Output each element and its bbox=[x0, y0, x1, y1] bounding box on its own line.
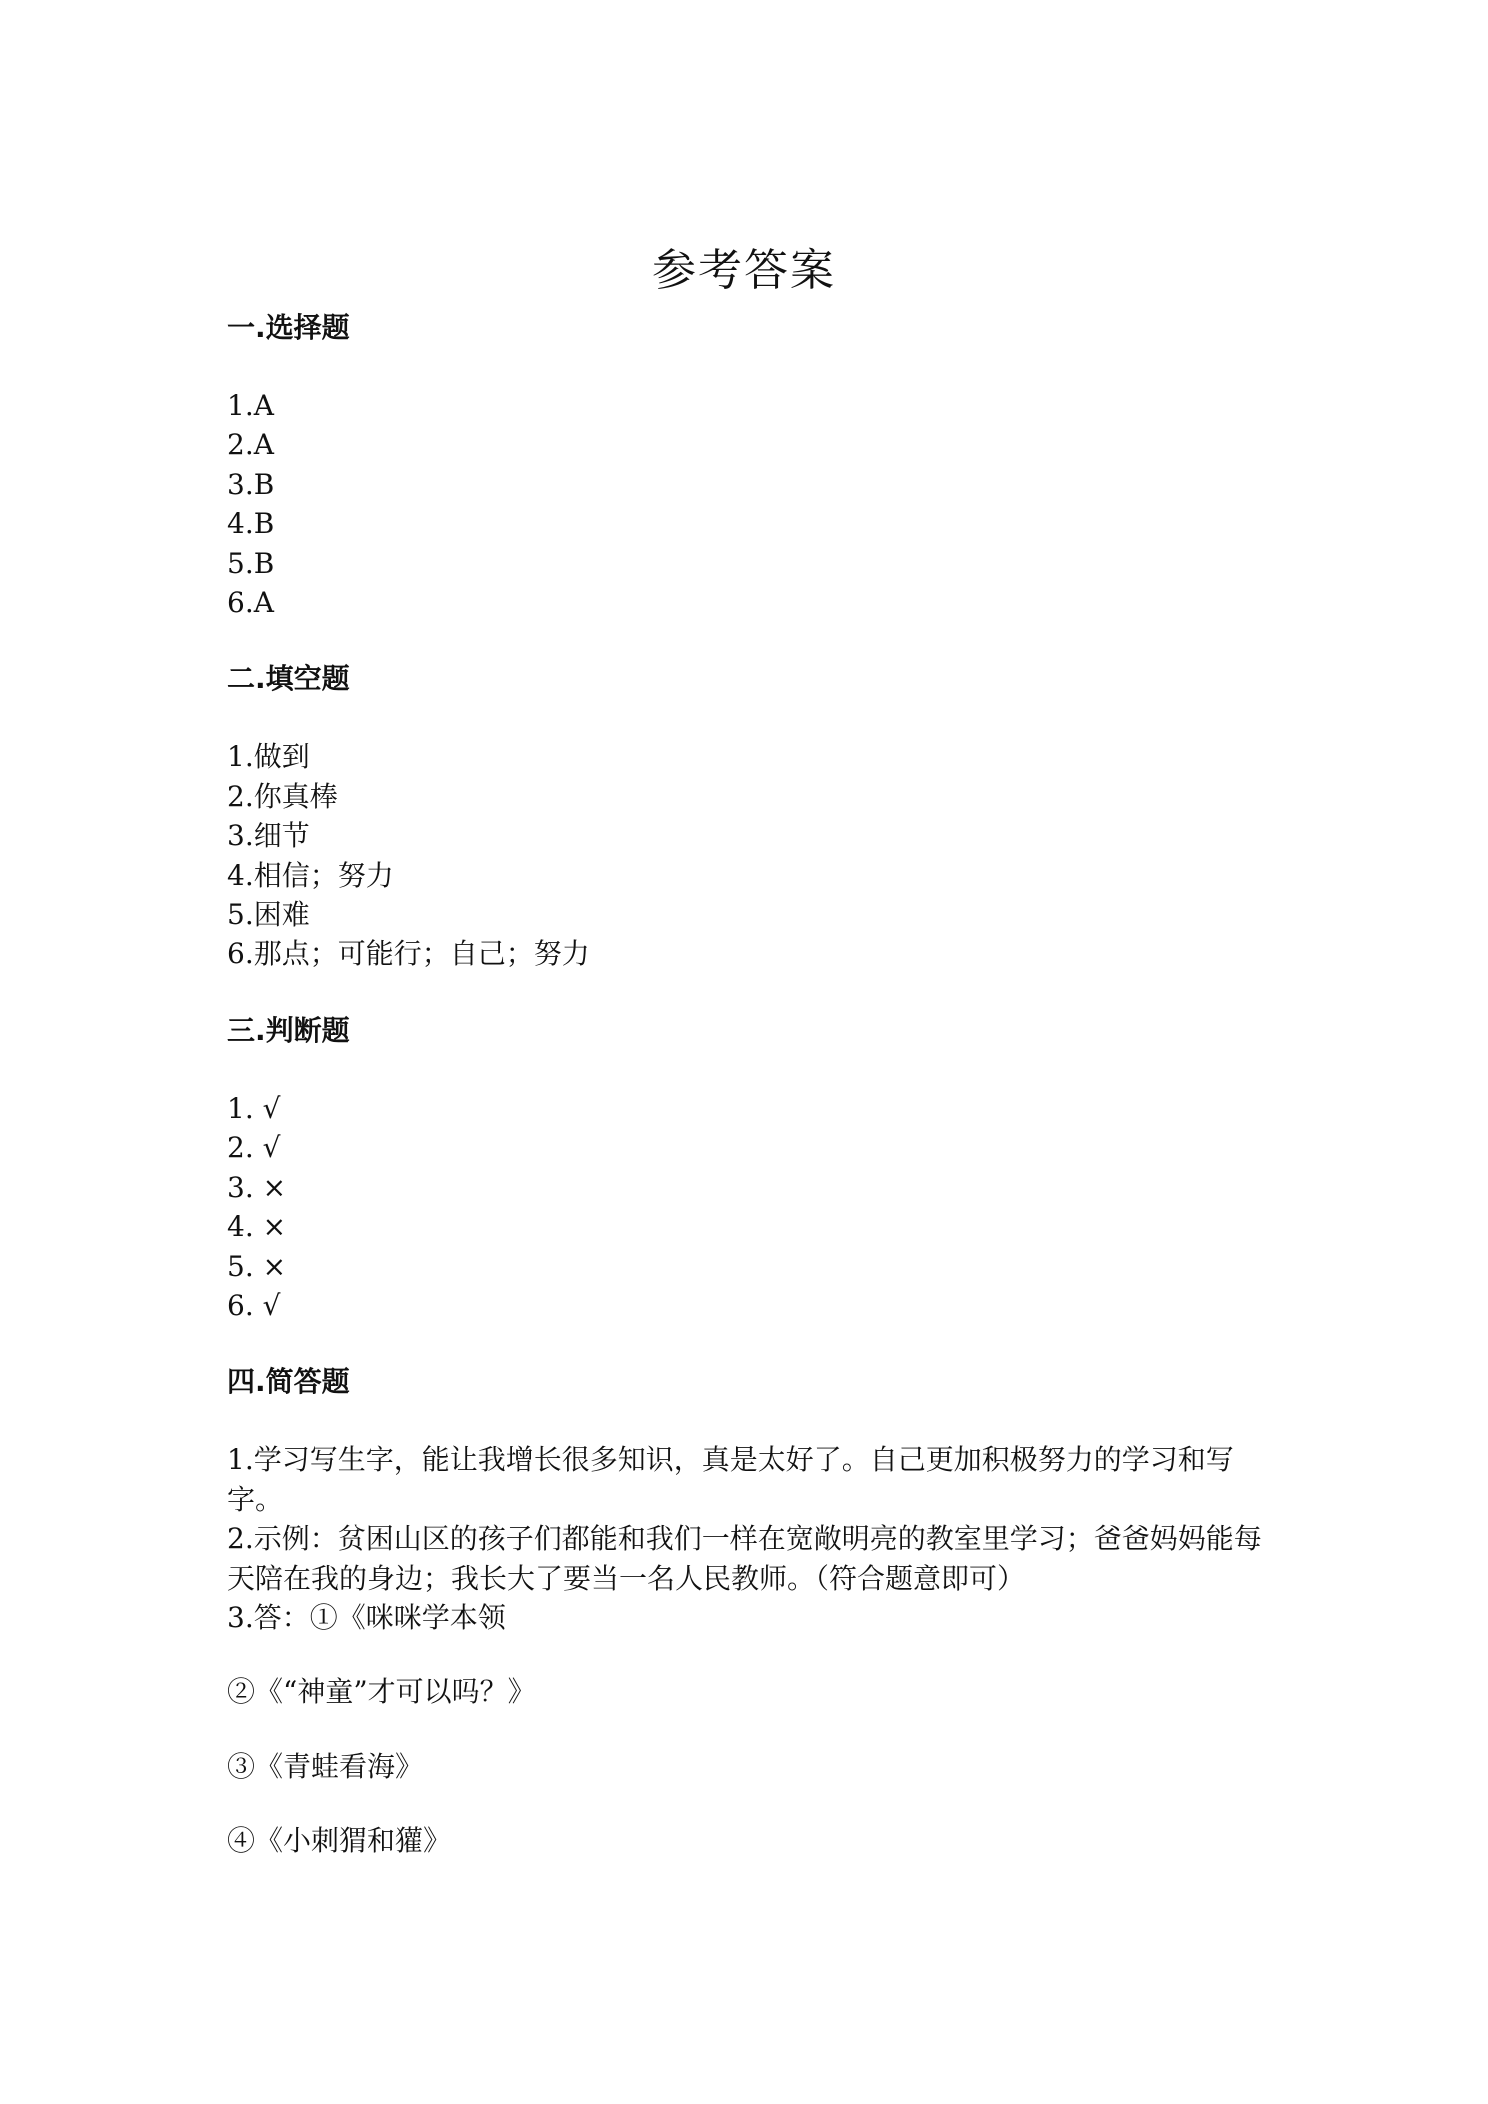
choice-answer-list bbox=[227, 386, 1267, 622]
list-item: 4.相信；努力 bbox=[227, 858, 394, 892]
short-answer-paragraph: ④《小刺猬和獾》 bbox=[227, 1824, 452, 1858]
short-answer-paragraph: ②《“神童”才可以吗？》 bbox=[227, 1675, 536, 1709]
section-true-false bbox=[227, 1007, 1267, 1325]
list-item: 3.B bbox=[227, 467, 275, 501]
list-item: 1. √ bbox=[227, 1091, 281, 1125]
list-item: 5.困难 bbox=[227, 898, 310, 932]
section-choice bbox=[227, 304, 1267, 622]
list-item: 3. × bbox=[227, 1170, 287, 1204]
list-item: 4. × bbox=[227, 1210, 287, 1244]
true-false-answer-list bbox=[227, 1089, 1267, 1325]
section-short-answer bbox=[227, 1358, 1267, 1860]
short-answer-paragraph: 2.示例：贫困山区的孩子们都能和我们一样在宽敞明亮的教室里学习；爸爸妈妈能每天陪在我的身边；我长大了要当一名人民教师。（符合题意即可） bbox=[227, 1522, 1262, 1595]
short-answer-paragraph: ③《青蛙看海》 bbox=[227, 1749, 424, 1783]
list-item: 6. √ bbox=[227, 1288, 281, 1322]
answer-content bbox=[227, 304, 1267, 1861]
list-item: 5. × bbox=[227, 1249, 287, 1283]
list-item: 3.细节 bbox=[227, 819, 310, 853]
list-item: 6.A bbox=[227, 586, 274, 620]
list-item: 2.A bbox=[227, 428, 274, 462]
list-item: 1.做到 bbox=[227, 740, 310, 774]
short-answer-paragraph: 1.学习写生字，能让我增长很多知识，真是太好了。自己更加积极努力的学习和写字。 bbox=[227, 1443, 1234, 1516]
page-title: 参考答案 bbox=[652, 245, 836, 297]
section-heading-true-false: 三.判断题 bbox=[227, 1013, 350, 1047]
list-item: 2. √ bbox=[227, 1131, 281, 1165]
section-heading-choice: 一.选择题 bbox=[227, 311, 350, 344]
list-item: 4.B bbox=[227, 507, 275, 541]
fill-blank-answer-list bbox=[227, 737, 1267, 973]
section-heading-fill-blank: 二.填空题 bbox=[227, 662, 350, 696]
list-item: 2.你真棒 bbox=[227, 779, 338, 813]
section-heading-short-answer: 四.简答题 bbox=[227, 1365, 350, 1399]
list-item: 1.A bbox=[227, 389, 274, 422]
short-answer-paragraph: 3.答：①《咪咪学本领 bbox=[227, 1600, 506, 1634]
section-fill-blank bbox=[227, 655, 1267, 973]
list-item: 5.B bbox=[227, 546, 275, 580]
list-item: 6.那点；可能行；自己；努力 bbox=[227, 937, 590, 971]
